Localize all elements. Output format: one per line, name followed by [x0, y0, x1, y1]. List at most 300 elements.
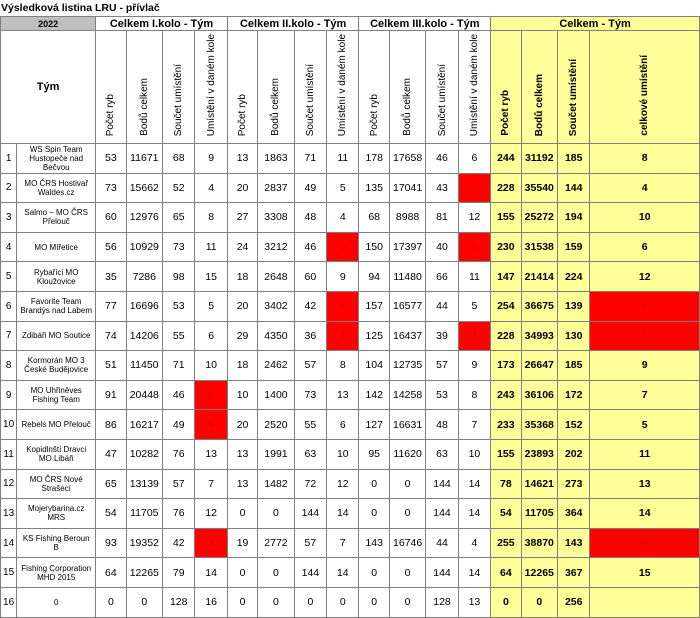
overall-placement: 1: [590, 321, 700, 351]
team-name: Fishing Corporation MHD 2015: [17, 558, 96, 588]
round3-col-header: [458, 31, 490, 144]
round-value: 15662: [126, 173, 162, 203]
round-value: 76: [163, 499, 195, 529]
round-value: 65: [163, 203, 195, 233]
round-value: 63: [426, 439, 458, 469]
table-row: [1, 262, 700, 292]
round-placement: 9: [327, 262, 359, 292]
total-value: 35368: [521, 410, 557, 440]
round-value: 17397: [389, 232, 425, 262]
round-value: 57: [163, 469, 195, 499]
round-value: 144: [426, 499, 458, 529]
round-value: 0: [389, 499, 425, 529]
round-placement: 2: [458, 232, 490, 262]
round-value: 52: [163, 173, 195, 203]
column-label: Umístění v daném kole: [337, 33, 349, 136]
row-number: 13: [1, 499, 17, 529]
round-value: 128: [163, 587, 195, 617]
round-value: 144: [294, 558, 326, 588]
column-label: Počet ryb: [237, 93, 249, 136]
round-placement: 6: [195, 321, 227, 351]
round-value: 0: [96, 587, 126, 617]
round-value: 20: [227, 410, 257, 440]
round-placement: 14: [195, 558, 227, 588]
round-value: 94: [359, 262, 389, 292]
round-placement: 15: [195, 262, 227, 292]
column-label: Počet ryb: [500, 90, 512, 136]
round1-col-header: [96, 31, 126, 144]
round-value: 0: [359, 469, 389, 499]
total-value: 38870: [521, 528, 557, 558]
round-placement: 6: [458, 144, 490, 174]
round-value: 20448: [126, 380, 162, 410]
team-name: MO Mířetice: [17, 232, 96, 262]
round-placement: 2: [327, 291, 359, 321]
round2-col-header: [327, 31, 359, 144]
total-value: 233: [491, 410, 521, 440]
sheet-title: Výsledková listina LRU - přívlač: [1, 2, 160, 14]
team-name: WS Spin Team Hustopeče nad Bečvou: [17, 144, 96, 174]
total-col-header: [558, 31, 590, 144]
round-value: 53: [96, 144, 126, 174]
round-value: 36: [294, 321, 326, 351]
round-value: 18: [227, 351, 257, 381]
round-value: 71: [163, 351, 195, 381]
round-value: 11450: [126, 351, 162, 381]
round-value: 2520: [258, 410, 294, 440]
round-value: 16577: [389, 291, 425, 321]
round-value: 11705: [126, 499, 162, 529]
round-value: 57: [294, 528, 326, 558]
round3-col-header: [426, 31, 458, 144]
total-col-header: [590, 31, 700, 144]
round2-col-header: [294, 31, 326, 144]
row-number: 15: [1, 558, 17, 588]
row-number: 11: [1, 439, 17, 469]
total-value: 23893: [521, 439, 557, 469]
results-table: [0, 16, 700, 618]
round-value: 42: [163, 528, 195, 558]
total-value: 130: [558, 321, 590, 351]
total-value: 256: [558, 587, 590, 617]
round-value: 73: [294, 380, 326, 410]
table-row: [1, 351, 700, 381]
round-value: 16746: [389, 528, 425, 558]
table-row: [1, 469, 700, 499]
round-value: 51: [96, 351, 126, 381]
total-value: 172: [558, 380, 590, 410]
round-value: 125: [359, 321, 389, 351]
total-value: 31538: [521, 232, 557, 262]
overall-placement: 7: [590, 380, 700, 410]
round-value: 43: [426, 173, 458, 203]
round-value: 66: [426, 262, 458, 292]
round-value: 55: [163, 321, 195, 351]
round-placement: 10: [327, 439, 359, 469]
round-value: 20: [227, 291, 257, 321]
table-row: [1, 173, 700, 203]
round-value: 0: [359, 558, 389, 588]
round-placement: 5: [458, 291, 490, 321]
total-col-header: [491, 31, 521, 144]
round-value: 91: [96, 380, 126, 410]
team-name: MO ČRS Hostivař Waldes.cz: [17, 173, 96, 203]
total-value: 31192: [521, 144, 557, 174]
column-label: Součet umístění: [304, 63, 316, 136]
round-value: 10: [227, 380, 257, 410]
round-value: 10929: [126, 232, 162, 262]
row-number: 7: [1, 321, 17, 351]
overall-placement: 9: [590, 351, 700, 381]
round-value: 72: [294, 469, 326, 499]
round-value: 35: [96, 262, 126, 292]
column-label: Součet umístění: [173, 63, 185, 136]
total-value: 202: [558, 439, 590, 469]
round1-col-header: [163, 31, 195, 144]
total-value: 194: [558, 203, 590, 233]
overall-placement: 15: [590, 558, 700, 588]
round-value: 27: [227, 203, 257, 233]
round-value: 13: [227, 469, 257, 499]
round-value: 0: [227, 587, 257, 617]
round-value: 54: [96, 499, 126, 529]
round-value: 127: [359, 410, 389, 440]
round-value: 81: [426, 203, 458, 233]
round-value: 55: [294, 410, 326, 440]
total-value: 36675: [521, 291, 557, 321]
table-row: [1, 232, 700, 262]
total-value: 14621: [521, 469, 557, 499]
round-placement: 10: [195, 351, 227, 381]
total-value: 64: [491, 558, 521, 588]
round-value: 0: [389, 587, 425, 617]
round-value: 16437: [389, 321, 425, 351]
round-value: 1400: [258, 380, 294, 410]
table-row: [1, 321, 700, 351]
overall-placement: 2: [590, 291, 700, 321]
round-value: 0: [258, 587, 294, 617]
round-value: 95: [359, 439, 389, 469]
round-value: 142: [359, 380, 389, 410]
round-value: 77: [96, 291, 126, 321]
round-value: 18: [227, 262, 257, 292]
round-value: 39: [426, 321, 458, 351]
round-value: 0: [359, 499, 389, 529]
total-value: 147: [491, 262, 521, 292]
row-number: 5: [1, 262, 17, 292]
round-placement: 13: [327, 380, 359, 410]
round-value: 16217: [126, 410, 162, 440]
round-value: 17658: [389, 144, 425, 174]
round-placement: 14: [458, 469, 490, 499]
total-value: 0: [521, 587, 557, 617]
round-placement: 4: [195, 173, 227, 203]
round-placement: 14: [327, 558, 359, 588]
round-placement: 14: [458, 558, 490, 588]
round-placement: 9: [458, 351, 490, 381]
round-value: 0: [359, 587, 389, 617]
round-placement: 3: [327, 232, 359, 262]
round2-col-header: [227, 31, 257, 144]
total-value: 26647: [521, 351, 557, 381]
table-row: [1, 291, 700, 321]
round-value: 46: [294, 232, 326, 262]
total-value: 155: [491, 203, 521, 233]
round-value: 12976: [126, 203, 162, 233]
round-placement: 2: [195, 380, 227, 410]
total-value: 367: [558, 558, 590, 588]
round-value: 44: [426, 291, 458, 321]
round-value: 4350: [258, 321, 294, 351]
round-value: 49: [163, 410, 195, 440]
round-value: 48: [294, 203, 326, 233]
table-row: [1, 587, 700, 617]
round1-col-header: [195, 31, 227, 144]
round-placement: 5: [195, 291, 227, 321]
total-value: 11705: [521, 499, 557, 529]
row-number: 3: [1, 203, 17, 233]
round-placement: 7: [195, 469, 227, 499]
total-value: 35540: [521, 173, 557, 203]
round-value: 56: [96, 232, 126, 262]
round-value: 0: [389, 469, 425, 499]
round-value: 2772: [258, 528, 294, 558]
round-value: 157: [359, 291, 389, 321]
round-value: 2837: [258, 173, 294, 203]
column-label: celkové umístění: [639, 55, 651, 136]
column-label: Počet ryb: [368, 93, 380, 136]
round-placement: 11: [327, 144, 359, 174]
total-value: 173: [491, 351, 521, 381]
round-value: 0: [227, 558, 257, 588]
overall-placement: 5: [590, 410, 700, 440]
round-value: 42: [294, 291, 326, 321]
round-placement: 11: [458, 262, 490, 292]
total-value: 364: [558, 499, 590, 529]
total-value: 144: [558, 173, 590, 203]
team-column-header: Tým: [1, 31, 96, 144]
round-placement: 1: [195, 528, 227, 558]
table-row: [1, 410, 700, 440]
total-header: Celkem - Tým: [491, 17, 700, 31]
round-value: 24: [227, 232, 257, 262]
column-label: Umístění v daném kole: [205, 33, 217, 136]
table-row: [1, 528, 700, 558]
round-value: 11620: [389, 439, 425, 469]
overall-placement: 12: [590, 262, 700, 292]
round-value: 143: [359, 528, 389, 558]
round-value: 68: [359, 203, 389, 233]
row-number: 1: [1, 144, 17, 174]
team-name: Zdibáři MO Soutice: [17, 321, 96, 351]
column-label: Součet umístění: [436, 63, 448, 136]
round2-col-header: [258, 31, 294, 144]
table-row: [1, 499, 700, 529]
round-placement: 13: [195, 439, 227, 469]
round-placement: 8: [327, 351, 359, 381]
round-value: 144: [426, 469, 458, 499]
round2-header: Celkem II.kolo - Tým: [227, 17, 359, 31]
column-label: Bodů celkem: [533, 73, 545, 136]
round-value: 12735: [389, 351, 425, 381]
total-value: 21414: [521, 262, 557, 292]
round-placement: 14: [327, 499, 359, 529]
team-name: Rybaříci MO Kloužovice: [17, 262, 96, 292]
round-value: 3308: [258, 203, 294, 233]
column-label: Součet umístění: [568, 58, 580, 136]
total-value: 54: [491, 499, 521, 529]
round-value: 135: [359, 173, 389, 203]
round-value: 0: [126, 587, 162, 617]
team-name: Kormorán MO 3 České Budějovice: [17, 351, 96, 381]
row-number: 6: [1, 291, 17, 321]
round-value: 29: [227, 321, 257, 351]
round-value: 74: [96, 321, 126, 351]
table-row: [1, 558, 700, 588]
round-value: 144: [426, 558, 458, 588]
round-placement: 12: [327, 469, 359, 499]
round-value: 53: [426, 380, 458, 410]
total-value: 78: [491, 469, 521, 499]
round-placement: 4: [327, 203, 359, 233]
round-placement: 8: [458, 380, 490, 410]
round-value: 60: [294, 262, 326, 292]
overall-placement: 8: [590, 144, 700, 174]
round-value: 104: [359, 351, 389, 381]
round-value: 3402: [258, 291, 294, 321]
column-label: Bodů celkem: [138, 78, 150, 136]
total-value: 228: [491, 173, 521, 203]
round-placement: 0: [327, 587, 359, 617]
overall-placement: 11: [590, 439, 700, 469]
round-value: 73: [96, 173, 126, 203]
round-value: 79: [163, 558, 195, 588]
column-label: Umístění v daném kole: [468, 33, 480, 136]
round-value: 1991: [258, 439, 294, 469]
round-value: 63: [294, 439, 326, 469]
round-placement: 4: [458, 528, 490, 558]
round-placement: 1: [458, 321, 490, 351]
round-value: 47: [96, 439, 126, 469]
round-value: 150: [359, 232, 389, 262]
round-value: 1863: [258, 144, 294, 174]
row-number: 8: [1, 351, 17, 381]
round-value: 20: [227, 173, 257, 203]
team-name: Salmo – MO ČRS Přelouč: [17, 203, 96, 233]
round-value: 76: [163, 439, 195, 469]
table-row: [1, 439, 700, 469]
table-row: [1, 380, 700, 410]
round-placement: 5: [327, 173, 359, 203]
round-placement: 13: [458, 587, 490, 617]
round-value: 11671: [126, 144, 162, 174]
team-name: Mojerybarina.cz MRS: [17, 499, 96, 529]
total-value: 254: [491, 291, 521, 321]
round-value: 73: [163, 232, 195, 262]
column-label: Počet ryb: [105, 93, 117, 136]
column-label: Bodů celkem: [270, 78, 282, 136]
round-placement: 9: [195, 144, 227, 174]
total-value: 273: [558, 469, 590, 499]
total-col-header: [521, 31, 557, 144]
round-value: 68: [163, 144, 195, 174]
total-value: 25272: [521, 203, 557, 233]
total-value: 185: [558, 144, 590, 174]
round-value: 57: [426, 351, 458, 381]
round-value: 7286: [126, 262, 162, 292]
team-name: Kopidlnští Dravci MO Libáň: [17, 439, 96, 469]
round-value: 128: [426, 587, 458, 617]
round-value: 17041: [389, 173, 425, 203]
round-value: 49: [294, 173, 326, 203]
team-name: 0: [17, 587, 96, 617]
round-value: 8988: [389, 203, 425, 233]
total-value: 185: [558, 351, 590, 381]
round-value: 14206: [126, 321, 162, 351]
round-value: 3212: [258, 232, 294, 262]
round-value: 1482: [258, 469, 294, 499]
round-value: 98: [163, 262, 195, 292]
round3-col-header: [359, 31, 389, 144]
round-value: 46: [163, 380, 195, 410]
total-value: 159: [558, 232, 590, 262]
total-value: 139: [558, 291, 590, 321]
round-value: 71: [294, 144, 326, 174]
total-value: 224: [558, 262, 590, 292]
total-value: 155: [491, 439, 521, 469]
round-value: 0: [258, 558, 294, 588]
round-value: 19352: [126, 528, 162, 558]
round-value: 0: [389, 558, 425, 588]
row-number: 4: [1, 232, 17, 262]
total-value: 36106: [521, 380, 557, 410]
round-placement: 14: [458, 499, 490, 529]
year-cell: 2022: [1, 17, 96, 31]
round-placement: 7: [458, 410, 490, 440]
round-value: 0: [258, 499, 294, 529]
team-name: Favorite Team Brandýs nad Labem: [17, 291, 96, 321]
round-value: 40: [426, 232, 458, 262]
overall-placement: 14: [590, 499, 700, 529]
total-value: 143: [558, 528, 590, 558]
round-value: 65: [96, 469, 126, 499]
total-value: 152: [558, 410, 590, 440]
total-value: 0: [491, 587, 521, 617]
table-row: [1, 144, 700, 174]
round-placement: 11: [195, 232, 227, 262]
round-value: 46: [426, 144, 458, 174]
row-number: 14: [1, 528, 17, 558]
round-value: 48: [426, 410, 458, 440]
round-value: 13: [227, 439, 257, 469]
total-value: 34993: [521, 321, 557, 351]
round3-col-header: [389, 31, 425, 144]
overall-placement: [590, 587, 700, 617]
round-value: 144: [294, 499, 326, 529]
round-placement: 12: [195, 499, 227, 529]
round-value: 16696: [126, 291, 162, 321]
round-value: 10282: [126, 439, 162, 469]
round-value: 44: [426, 528, 458, 558]
total-value: 12265: [521, 558, 557, 588]
round-value: 2648: [258, 262, 294, 292]
round-value: 0: [294, 587, 326, 617]
overall-placement: 4: [590, 173, 700, 203]
total-value: 244: [491, 144, 521, 174]
row-number: 12: [1, 469, 17, 499]
round-value: 57: [294, 351, 326, 381]
round-value: 64: [96, 558, 126, 588]
